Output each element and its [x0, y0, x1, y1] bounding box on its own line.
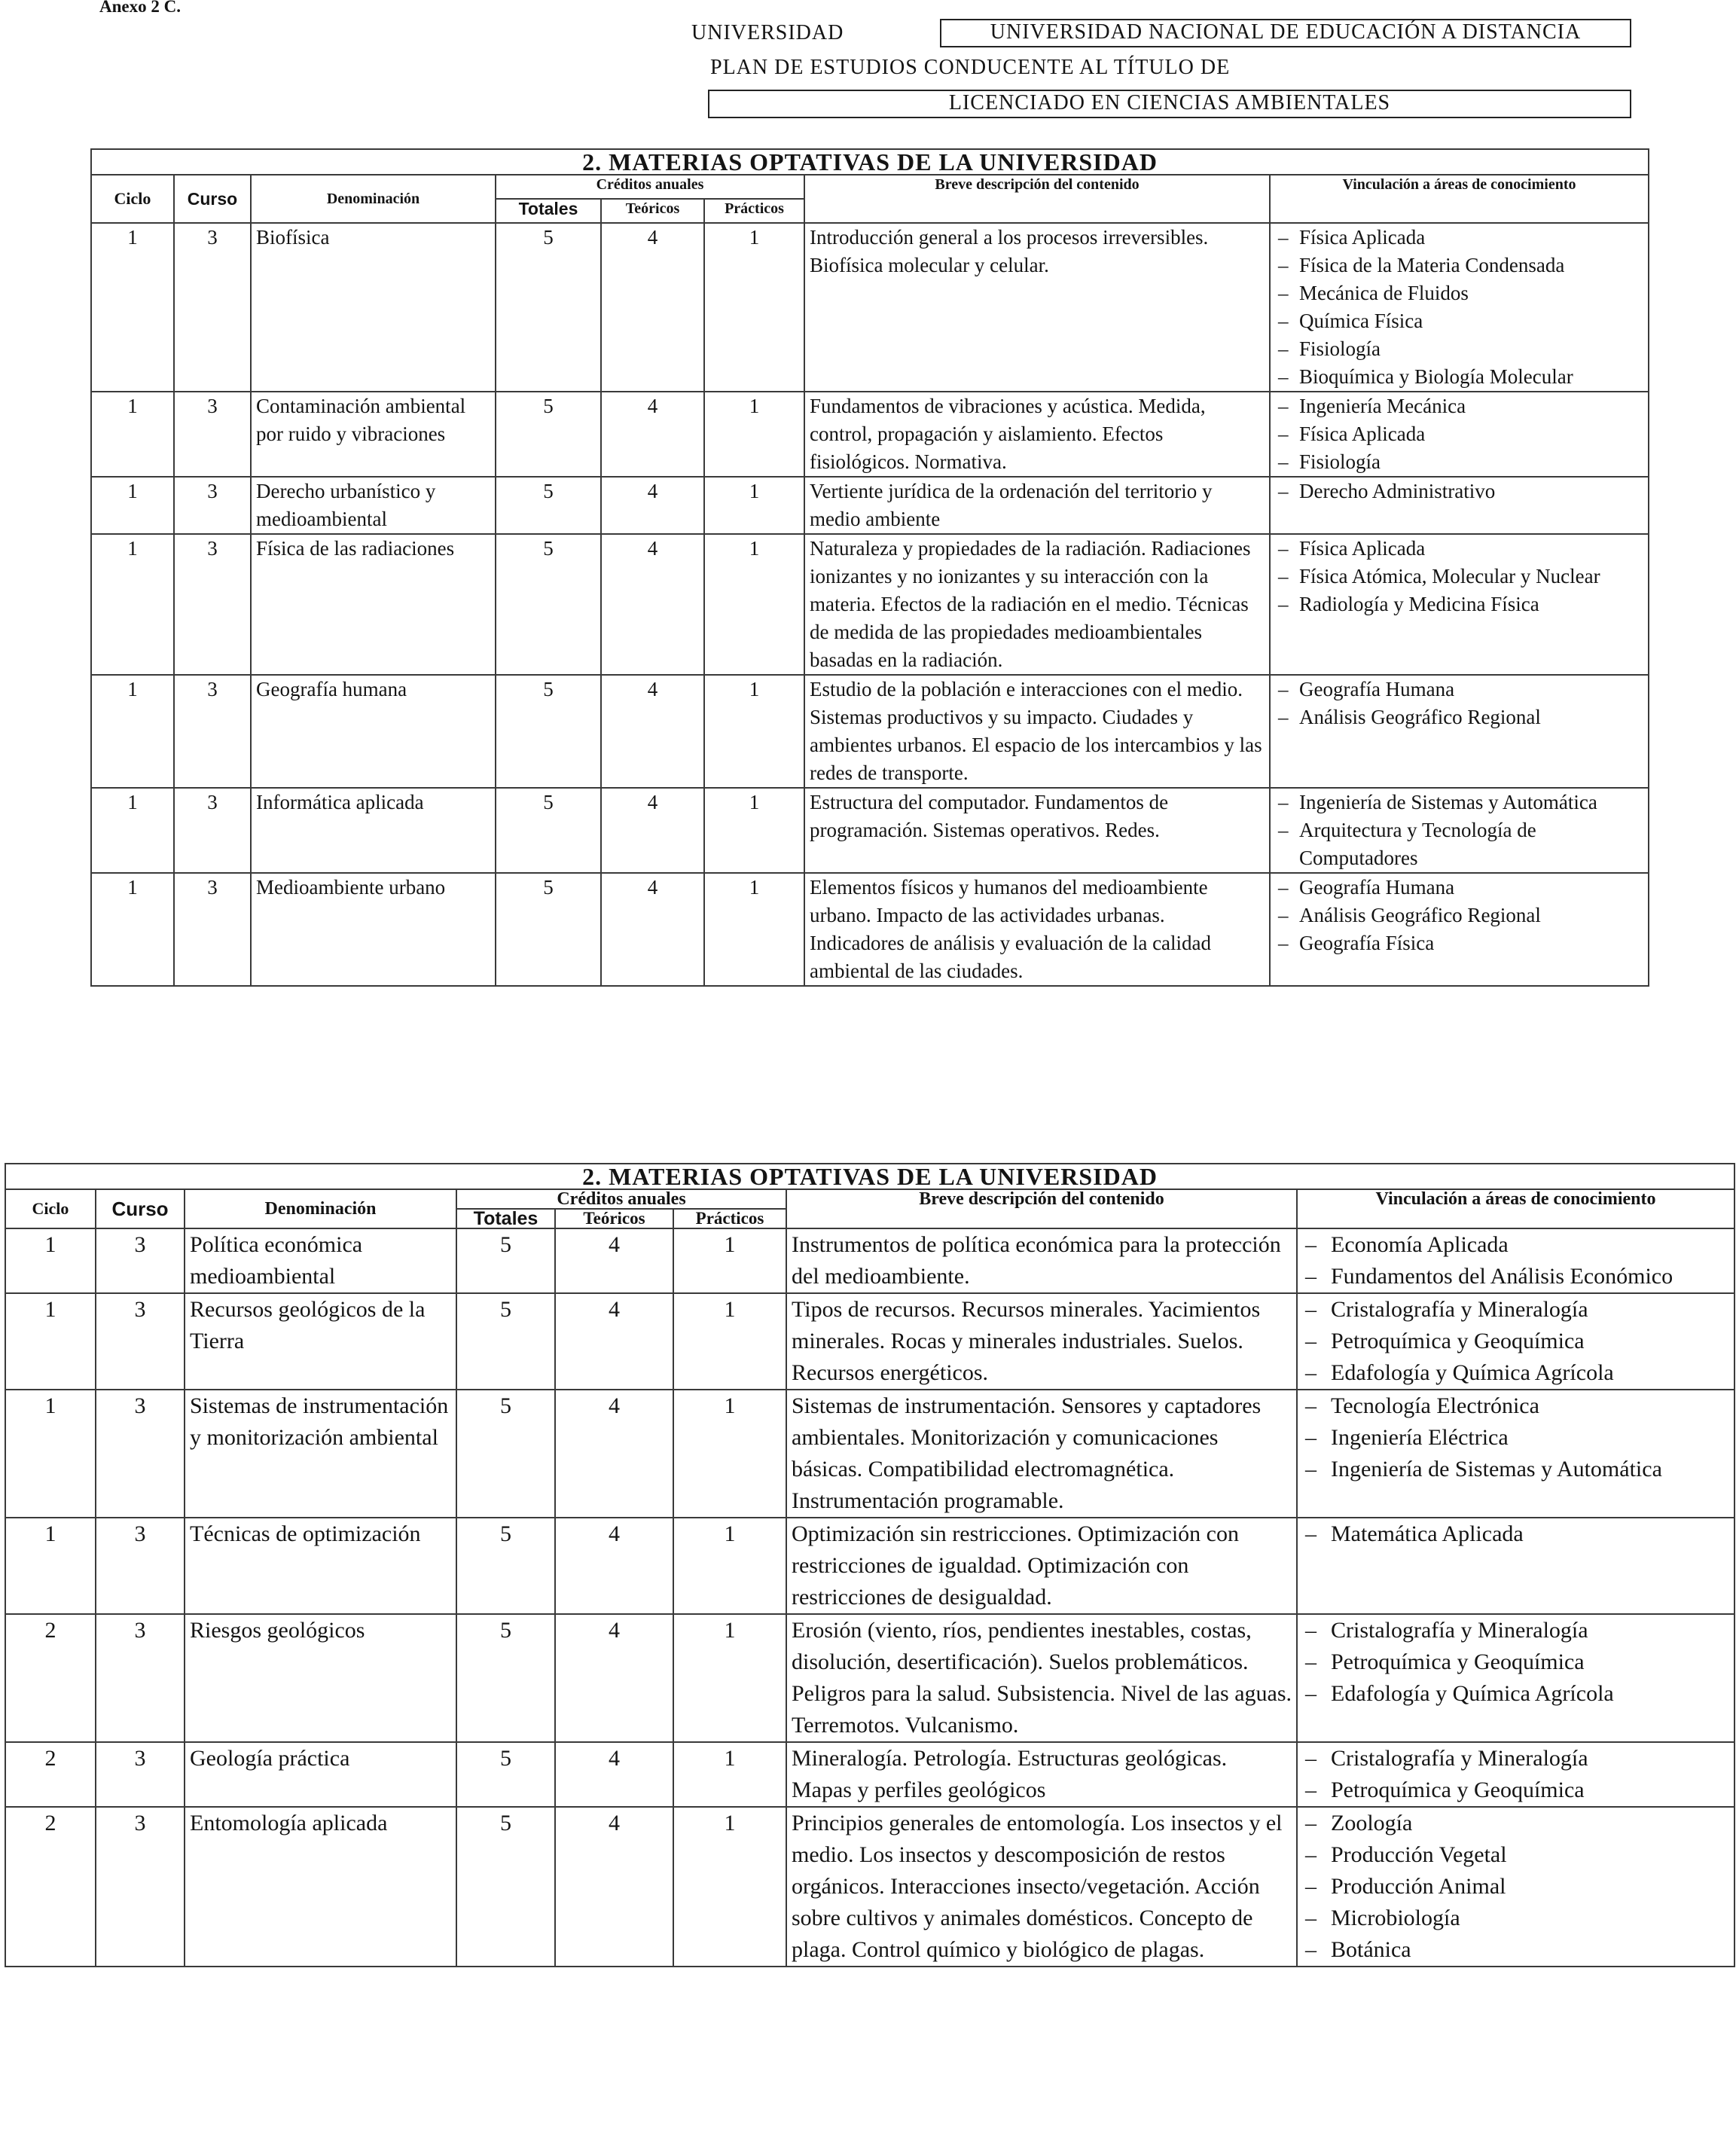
- area-item: – Física de la Materia Condensada: [1275, 252, 1643, 279]
- cell-ciclo: 1: [91, 392, 174, 477]
- plan-label: PLAN DE ESTUDIOS CONDUCENTE AL TÍTULO DE: [710, 56, 1231, 79]
- cell-totales: 5: [496, 788, 601, 873]
- area-item: – Ingeniería Mecánica: [1275, 392, 1643, 420]
- cell-teoricos: 4: [555, 1518, 673, 1614]
- table-row: [5, 1807, 1734, 1967]
- col-totales: Totales: [456, 1209, 555, 1228]
- cell-areas: [1297, 1807, 1734, 1967]
- cell-totales: 5: [496, 873, 601, 986]
- table-row: [91, 534, 1649, 675]
- col-denominacion: Denominación: [185, 1189, 456, 1228]
- cell-teoricos: 4: [555, 1390, 673, 1518]
- cell-totales: 5: [456, 1614, 555, 1742]
- area-item: – Geografía Humana: [1275, 676, 1643, 703]
- cell-areas: [1270, 534, 1649, 675]
- area-item: – Química Física: [1275, 307, 1643, 335]
- university-label: UNIVERSIDAD: [691, 21, 844, 44]
- area-item: – Análisis Geográfico Regional: [1275, 703, 1643, 731]
- table-row: [5, 1228, 1734, 1293]
- cell-ciclo: 1: [91, 223, 174, 392]
- cell-practicos: 1: [704, 675, 804, 788]
- area-item: – Edafología y Química Agrícola: [1302, 1357, 1729, 1389]
- areas-list: [1302, 1294, 1729, 1389]
- cell-totales: 5: [496, 477, 601, 534]
- cell-denominacion: Medioambiente urbano: [251, 873, 496, 986]
- table-row: [91, 788, 1649, 873]
- area-item: – Mecánica de Fluidos: [1275, 279, 1643, 307]
- col-descripcion: Breve descripción del contenido: [804, 175, 1270, 223]
- area-item: – Cristalografía y Mineralogía: [1302, 1615, 1729, 1646]
- areas-list: [1302, 1229, 1729, 1292]
- cell-totales: 5: [456, 1807, 555, 1967]
- cell-denominacion: Recursos geológicos de la Tierra: [185, 1293, 456, 1390]
- areas-list: [1275, 789, 1643, 872]
- cell-practicos: 1: [704, 873, 804, 986]
- cell-areas: [1297, 1614, 1734, 1742]
- cell-descripcion: Sistemas de instrumentación. Sensores y captadores ambientales. Monitorización y comunicaciones básicas. Compatibilidad electromagnética. Instrumentación programable.: [786, 1390, 1297, 1518]
- cell-totales: 5: [456, 1228, 555, 1293]
- col-teoricos: Teóricos: [601, 199, 704, 223]
- area-item: – Producción Animal: [1302, 1871, 1729, 1903]
- area-item: – Física Atómica, Molecular y Nuclear: [1275, 563, 1643, 590]
- cell-denominacion: Geografía humana: [251, 675, 496, 788]
- cell-areas: [1270, 873, 1649, 986]
- cell-descripcion: Principios generales de entomología. Los insectos y el medio. Los insectos y descomposición de restos orgánicos. Interacciones insecto/vegetación. Acción sobre cultivos y animales domésticos. Concepto de plaga. Control químico y biológico de plagas.: [786, 1807, 1297, 1967]
- areas-list: [1302, 1518, 1729, 1550]
- table-row: [5, 1614, 1734, 1742]
- col-denominacion: Denominación: [251, 175, 496, 223]
- cell-curso: 3: [96, 1228, 185, 1293]
- table-title: 2. MATERIAS OPTATIVAS DE LA UNIVERSIDAD: [91, 149, 1649, 175]
- area-item: – Microbiología: [1302, 1903, 1729, 1934]
- area-item: – Física Aplicada: [1275, 224, 1643, 252]
- cell-descripcion: Optimización sin restricciones. Optimización con restricciones de igualdad. Optimización con restricciones de desigualdad.: [786, 1518, 1297, 1614]
- area-item: – Análisis Geográfico Regional: [1275, 902, 1643, 929]
- cell-denominacion: Política económica medioambiental: [185, 1228, 456, 1293]
- table-body: [5, 1228, 1734, 1967]
- cell-areas: [1270, 788, 1649, 873]
- areas-list: [1275, 392, 1643, 476]
- cell-areas: [1270, 477, 1649, 534]
- area-item: – Petroquímica y Geoquímica: [1302, 1774, 1729, 1806]
- cell-practicos: 1: [673, 1228, 786, 1293]
- area-item: – Fundamentos del Análisis Económico: [1302, 1261, 1729, 1292]
- cell-ciclo: 2: [5, 1807, 96, 1967]
- cell-denominacion: Informática aplicada: [251, 788, 496, 873]
- table-title: 2. MATERIAS OPTATIVAS DE LA UNIVERSIDAD: [5, 1164, 1734, 1189]
- col-teoricos: Teóricos: [555, 1209, 673, 1228]
- cell-practicos: 1: [704, 534, 804, 675]
- cell-totales: 5: [456, 1518, 555, 1614]
- cell-ciclo: 2: [5, 1742, 96, 1807]
- cell-curso: 3: [174, 873, 251, 986]
- cell-teoricos: 4: [555, 1742, 673, 1807]
- cell-practicos: 1: [673, 1518, 786, 1614]
- cell-ciclo: 1: [5, 1293, 96, 1390]
- annex-label: Anexo 2 C.: [99, 0, 181, 16]
- cell-teoricos: 4: [555, 1293, 673, 1390]
- cell-ciclo: 1: [5, 1390, 96, 1518]
- area-item: – Petroquímica y Geoquímica: [1302, 1326, 1729, 1357]
- cell-descripcion: Estudio de la población e interacciones con el medio. Sistemas productivos y su impacto. Ciudades y ambientes urbanos. El espacio de los intercambios y las redes de transporte.: [804, 675, 1270, 788]
- col-vinculacion: Vinculación a áreas de conocimiento: [1270, 175, 1649, 223]
- cell-descripcion: Naturaleza y propiedades de la radiación. Radiaciones ionizantes y no ionizantes y su interacción con la materia. Efectos de la radiación en el medio. Técnicas de medida de las propiedades medioambientales basadas en la radiación.: [804, 534, 1270, 675]
- area-item: – Botánica: [1302, 1934, 1729, 1966]
- cell-teoricos: 4: [601, 477, 704, 534]
- areas-list: [1275, 478, 1643, 505]
- area-item: – Ingeniería de Sistemas y Automática: [1275, 789, 1643, 816]
- col-totales: Totales: [496, 199, 601, 223]
- col-practicos: Prácticos: [704, 199, 804, 223]
- areas-list: [1302, 1743, 1729, 1806]
- cell-denominacion: Entomología aplicada: [185, 1807, 456, 1967]
- cell-areas: [1297, 1390, 1734, 1518]
- cell-descripcion: Estructura del computador. Fundamentos de programación. Sistemas operativos. Redes.: [804, 788, 1270, 873]
- cell-ciclo: 1: [91, 873, 174, 986]
- areas-list: [1302, 1615, 1729, 1710]
- col-curso: Curso: [96, 1189, 185, 1228]
- cell-practicos: 1: [704, 223, 804, 392]
- cell-curso: 3: [96, 1807, 185, 1967]
- degree-box: LICENCIADO EN CIENCIAS AMBIENTALES: [708, 90, 1631, 118]
- areas-list: [1275, 535, 1643, 618]
- area-item: – Cristalografía y Mineralogía: [1302, 1294, 1729, 1326]
- cell-areas: [1270, 675, 1649, 788]
- table-body: [91, 223, 1649, 986]
- table-row: [91, 223, 1649, 392]
- col-descripcion: Breve descripción del contenido: [786, 1189, 1297, 1228]
- cell-ciclo: 1: [91, 534, 174, 675]
- area-item: – Fisiología: [1275, 335, 1643, 363]
- cell-denominacion: Física de las radiaciones: [251, 534, 496, 675]
- table-row: [91, 873, 1649, 986]
- cell-totales: 5: [456, 1390, 555, 1518]
- cell-totales: 5: [496, 675, 601, 788]
- area-item: – Física Aplicada: [1275, 535, 1643, 563]
- cell-denominacion: Geología práctica: [185, 1742, 456, 1807]
- areas-list: [1302, 1808, 1729, 1966]
- cell-totales: 5: [456, 1742, 555, 1807]
- cell-descripcion: Vertiente jurídica de la ordenación del territorio y medio ambiente: [804, 477, 1270, 534]
- table-row: [5, 1293, 1734, 1390]
- table-row: [5, 1518, 1734, 1614]
- cell-totales: 5: [496, 223, 601, 392]
- cell-areas: [1297, 1518, 1734, 1614]
- optional-subjects-table-2: [5, 1163, 1735, 1967]
- cell-ciclo: 1: [5, 1518, 96, 1614]
- cell-denominacion: Técnicas de optimización: [185, 1518, 456, 1614]
- cell-denominacion: Sistemas de instrumentación y monitorización ambiental: [185, 1390, 456, 1518]
- area-item: – Tecnología Electrónica: [1302, 1390, 1729, 1422]
- cell-descripcion: Introducción general a los procesos irreversibles. Biofísica molecular y celular.: [804, 223, 1270, 392]
- area-item: – Ingeniería Eléctrica: [1302, 1422, 1729, 1454]
- cell-ciclo: 2: [5, 1614, 96, 1742]
- area-item: – Arquitectura y Tecnología de Computadores: [1275, 816, 1643, 872]
- cell-areas: [1297, 1228, 1734, 1293]
- area-item: – Fisiología: [1275, 448, 1643, 476]
- cell-descripcion: Fundamentos de vibraciones y acústica. Medida, control, propagación y aislamiento. Efectos fisiológicos. Normativa.: [804, 392, 1270, 477]
- cell-ciclo: 1: [91, 675, 174, 788]
- area-item: – Bioquímica y Biología Molecular: [1275, 363, 1643, 391]
- col-ciclo: Ciclo: [5, 1189, 96, 1228]
- cell-descripcion: Instrumentos de política económica para la protección del medioambiente.: [786, 1228, 1297, 1293]
- cell-practicos: 1: [673, 1807, 786, 1967]
- area-item: – Ingeniería de Sistemas y Automática: [1302, 1454, 1729, 1485]
- cell-denominacion: Contaminación ambiental por ruido y vibraciones: [251, 392, 496, 477]
- area-item: – Edafología y Química Agrícola: [1302, 1678, 1729, 1710]
- area-item: – Geografía Humana: [1275, 874, 1643, 902]
- cell-teoricos: 4: [601, 534, 704, 675]
- cell-teoricos: 4: [555, 1807, 673, 1967]
- cell-denominacion: Derecho urbanístico y medioambiental: [251, 477, 496, 534]
- area-item: – Geografía Física: [1275, 929, 1643, 957]
- cell-areas: [1297, 1742, 1734, 1807]
- area-item: – Zoología: [1302, 1808, 1729, 1839]
- area-item: – Producción Vegetal: [1302, 1839, 1729, 1871]
- cell-practicos: 1: [673, 1614, 786, 1742]
- cell-curso: 3: [174, 675, 251, 788]
- cell-curso: 3: [174, 223, 251, 392]
- area-item: – Radiología y Medicina Física: [1275, 590, 1643, 618]
- cell-curso: 3: [96, 1518, 185, 1614]
- area-item: – Matemática Aplicada: [1302, 1518, 1729, 1550]
- university-name-box: UNIVERSIDAD NACIONAL DE EDUCACIÓN A DISTANCIA: [940, 19, 1631, 47]
- areas-list: [1302, 1390, 1729, 1485]
- areas-list: [1275, 676, 1643, 731]
- cell-descripcion: Elementos físicos y humanos del medioambiente urbano. Impacto de las actividades urbanas. Indicadores de análisis y evaluación de la calidad ambiental de las ciudades.: [804, 873, 1270, 986]
- cell-areas: [1270, 392, 1649, 477]
- cell-totales: 5: [456, 1293, 555, 1390]
- col-curso: Curso: [174, 175, 251, 223]
- cell-teoricos: 4: [601, 675, 704, 788]
- col-creditos: Créditos anuales: [456, 1189, 786, 1209]
- area-item: – Economía Aplicada: [1302, 1229, 1729, 1261]
- cell-descripcion: Erosión (viento, ríos, pendientes inestables, costas, disolución, desertificación). Suelos problemáticos. Peligros para la salud. Subsistencia. Nivel de las aguas. Terremotos. Vulcanismo.: [786, 1614, 1297, 1742]
- cell-practicos: 1: [704, 477, 804, 534]
- cell-curso: 3: [174, 477, 251, 534]
- cell-areas: [1297, 1293, 1734, 1390]
- cell-practicos: 1: [673, 1293, 786, 1390]
- areas-list: [1275, 874, 1643, 957]
- cell-curso: 3: [174, 534, 251, 675]
- cell-curso: 3: [96, 1614, 185, 1742]
- cell-teoricos: 4: [601, 223, 704, 392]
- cell-ciclo: 1: [91, 788, 174, 873]
- cell-curso: 3: [174, 392, 251, 477]
- cell-denominacion: Riesgos geológicos: [185, 1614, 456, 1742]
- table-row: [91, 477, 1649, 534]
- cell-denominacion: Biofísica: [251, 223, 496, 392]
- cell-practicos: 1: [704, 788, 804, 873]
- cell-practicos: 1: [673, 1742, 786, 1807]
- cell-descripcion: Tipos de recursos. Recursos minerales. Yacimientos minerales. Rocas y minerales industriales. Suelos. Recursos energéticos.: [786, 1293, 1297, 1390]
- col-vinculacion: Vinculación a áreas de conocimiento: [1297, 1189, 1734, 1228]
- cell-teoricos: 4: [601, 392, 704, 477]
- cell-practicos: 1: [673, 1390, 786, 1518]
- cell-curso: 3: [96, 1390, 185, 1518]
- cell-curso: 3: [96, 1742, 185, 1807]
- cell-areas: [1270, 223, 1649, 392]
- cell-descripcion: Mineralogía. Petrología. Estructuras geológicas. Mapas y perfiles geológicos: [786, 1742, 1297, 1807]
- areas-list: [1275, 224, 1643, 391]
- col-creditos: Créditos anuales: [496, 175, 804, 199]
- cell-curso: 3: [96, 1293, 185, 1390]
- table-row: [5, 1390, 1734, 1518]
- cell-teoricos: 4: [601, 873, 704, 986]
- cell-teoricos: 4: [555, 1228, 673, 1293]
- table-row: [91, 392, 1649, 477]
- cell-teoricos: 4: [555, 1614, 673, 1742]
- area-item: – Petroquímica y Geoquímica: [1302, 1646, 1729, 1678]
- cell-practicos: 1: [704, 392, 804, 477]
- optional-subjects-table-1: [90, 148, 1649, 987]
- cell-curso: 3: [174, 788, 251, 873]
- cell-ciclo: 1: [91, 477, 174, 534]
- cell-totales: 5: [496, 534, 601, 675]
- col-ciclo: Ciclo: [91, 175, 174, 223]
- cell-totales: 5: [496, 392, 601, 477]
- table-row: [5, 1742, 1734, 1807]
- cell-ciclo: 1: [5, 1228, 96, 1293]
- cell-teoricos: 4: [601, 788, 704, 873]
- table-row: [91, 675, 1649, 788]
- area-item: – Cristalografía y Mineralogía: [1302, 1743, 1729, 1774]
- col-practicos: Prácticos: [673, 1209, 786, 1228]
- area-item: – Derecho Administrativo: [1275, 478, 1643, 505]
- area-item: – Física Aplicada: [1275, 420, 1643, 448]
